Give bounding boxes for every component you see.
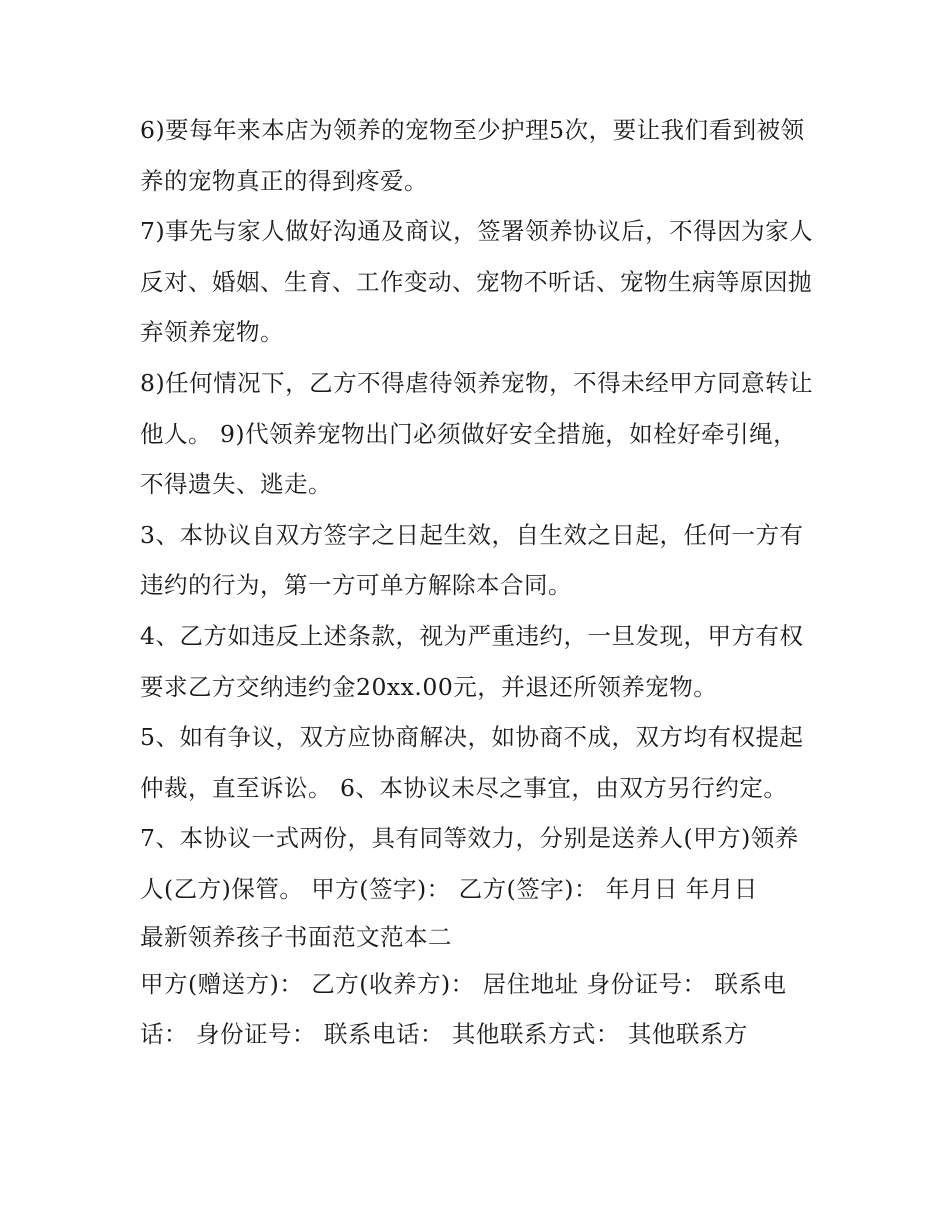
paragraph-item-6: 6)要每年来本店为领养的宠物至少护理5次，要让我们看到被领养的宠物真正的得到疼爱。 — [140, 116, 805, 195]
paragraph-clause-3: 3、本协议自双方签字之日起生效，自生效之日起，任何一方有违约的行为，第一方可单方解除本合同。 — [140, 520, 804, 600]
paragraph-parties: 甲方(赠送方)： 乙方(收养方)： 居住地址 身份证号： 联系电话： 身份证号： 联系电话： 其他联系方式： 其他联系方 — [140, 969, 787, 1049]
section-heading: 最新领养孩子书面范文范本二 — [140, 922, 452, 951]
paragraph-clause-5-6: 5、如有争议，双方应协商解决，如协商不成，双方均有权提起仲裁，直至诉讼。 6、本协议未尽之事宜，由双方另行约定。 — [140, 723, 804, 802]
paragraph-clause-4: 4、乙方如违反上述条款，视为严重违约，一旦发现，甲方有权要求乙方交纳违约金20xx.00元，并退还所领养宠物。 — [140, 621, 804, 701]
paragraph-clause-7-signatures: 7、本协议一式两份，具有同等效力，分别是送养人(甲方)领养人(乙方)保管。 甲方(签字)： 乙方(签字)： 年月日 年月日 — [140, 824, 799, 903]
document-body — [140, 105, 820, 1060]
paragraph-item-8-9: 8)任何情况下，乙方不得虐待领养宠物，不得未经甲方同意转让他人。 9)代领养宠物出门必须做好安全措施，如栓好牵引绳，不得遗失、逃走。 — [140, 368, 814, 499]
paragraph-item-7: 7)事先与家人做好沟通及商议，签署领养协议后，不得因为家人反对、婚姻、生育、工作变动、宠物不听话、宠物生病等原因抛弃领养宠物。 — [140, 217, 814, 347]
